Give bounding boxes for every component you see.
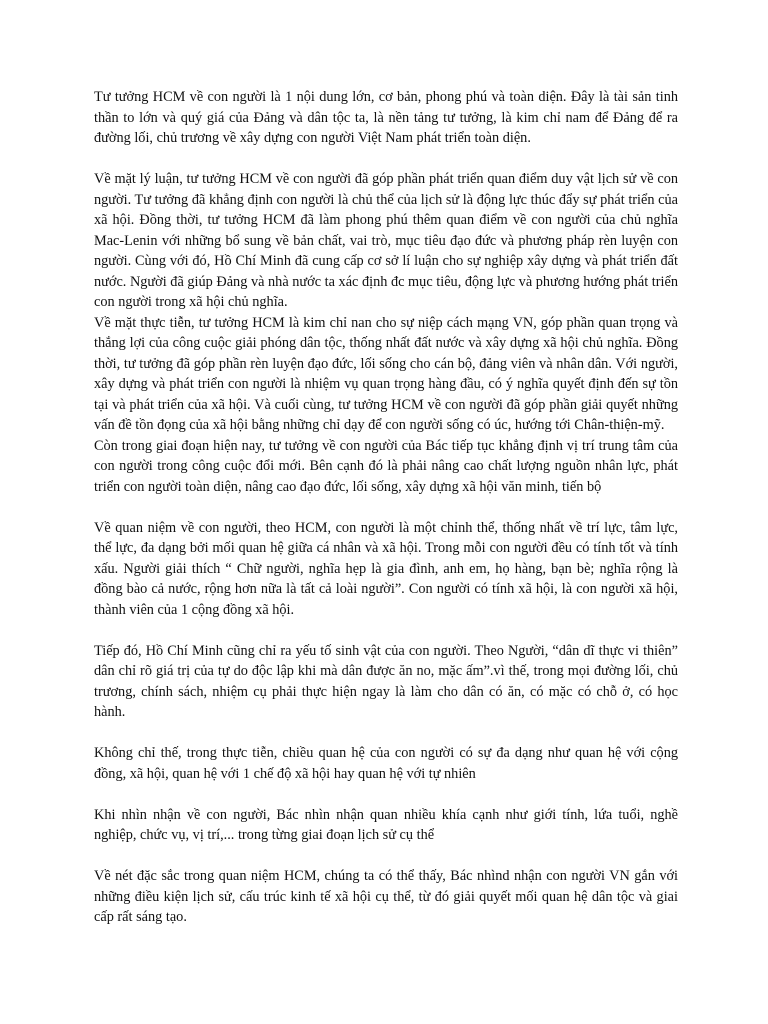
paragraph-aspects: Khi nhìn nhận về con người, Bác nhìn nhận quan nhiều khía cạnh như giới tính, lứa tuổi, nghề nghiệp, chức vụ, vị trí,... trong từng giai đoạn lịch sử cụ thể bbox=[94, 806, 678, 843]
paragraph-distinctive: Về nét đặc sắc trong quan niệm HCM, chúng ta có thể thấy, Bác nhìnd nhận con người VN gắn với những điều kiện lịch sử, cấu trúc kinh tế xã hội cụ thể, từ đó giải quyết mối quan hệ dân tộc và giai cấp rất sáng tạo. bbox=[94, 868, 678, 925]
paragraph-biological: Tiếp đó, Hồ Chí Minh cũng chỉ ra yếu tố sinh vật của con người. Theo Người, “dân dĩ thực vi thiên” dân chỉ rõ giá trị của tự do độc lập khi mà dân được ăn no, mặc ấm”.vì thế, trong mọi đường lối, chủ trương, chính sách, nhiệm cụ phải thực hiện ngay là làm cho dân có ăn, có mặc có chỗ ở, có học hành. bbox=[94, 642, 678, 720]
paragraph-practice: Về mặt thực tiễn, tư tưởng HCM là kim chỉ nan cho sự niệp cách mạng VN, góp phần quan trọng và thắng lợi của công cuộc giải phóng dân tộc, thống nhất đất nước và xây dựng xã hội chủ nghĩa. Đồng thời, tư tưởng đã góp phần rèn luyện đạo đức, lối sống cho cán bộ, đảng viên và nhân dân. Với người, xây dựng và phát triển con người là nhiệm vụ quan trọng hàng đầu, có ý nghĩa quyết định đến sự tồn tại và phát triển của xã hội. Và cuối cùng, tư tưởng HCM về con người đã góp phần giải quyết những vấn đề tồn đọng của xã hội bằng những chỉ dạy để con người sống có úc, hướng tới Chân-thiện-mỹ. bbox=[94, 314, 678, 433]
document-body bbox=[94, 87, 678, 928]
paragraph-intro: Tư tưởng HCM về con người là 1 nội dung lớn, cơ bản, phong phú và toàn diện. Đây là tài sản tinh thần to lớn và quý giá của Đảng và dân tộc ta, là nền tảng tư tưởng, là kim chỉ nam để Đảng để ra đường lối, chủ trương về xây dựng con người Việt Nam phát triển toàn diện. bbox=[94, 89, 678, 146]
paragraph-current-period: Còn trong giai đoạn hiện nay, tư tưởng về con người của Bác tiếp tục khẳng định vị trí trung tâm của con người trong công cuộc đổi mới. Bên cạnh đó là phải nâng cao chất lượng nguồn nhân lực, phát triển con người toàn diện, nâng cao đạo đức, lối sống, xây dựng xã hội văn minh, tiến bộ bbox=[94, 437, 678, 495]
paragraph-theory: Về mặt lý luận, tư tưởng HCM về con người đã góp phần phát triển quan điểm duy vật lịch sử về con người. Tư tưởng đã khẳng định con người là chủ thể của lịch sử là động lực thúc đẩy sự phát triển của xã hội. Đồng thời, tư tưởng HCM đã làm phong phú thêm quan điểm về con người của chủ nghĩa Mac-Lenin với những bổ sung về bản chất, vai trò, mục tiêu đạo đức và phương pháp rèn luyện con người. Cùng với đó, Hồ Chí Minh đã cung cấp cơ sở lí luận cho sự nghiệp xây dựng và phát triển đất nước. Người đã giúp Đảng và nhà nước ta xác định đc mục tiêu, động lực và phương hướng phát triển con người trong xã hội chủ nghĩa. bbox=[94, 171, 678, 310]
paragraph-relations: Không chỉ thế, trong thực tiễn, chiều quan hệ của con người có sự đa dạng như quan hệ với cộng đồng, xã hội, quan hệ với 1 chế độ xã hội hay quan hệ với tự nhiên bbox=[94, 745, 678, 782]
paragraph-concept: Về quan niệm về con người, theo HCM, con người là một chỉnh thể, thống nhất về trí lực, tâm lực, thể lực, đa dạng bởi mối quan hệ giữa cá nhân và xã hội. Trong mỗi con người đều có tính tốt và tính xấu. Người giải thích “ Chữ người, nghĩa hẹp là gia đình, anh em, họ hàng, bạn bè; nghĩa rộng là đồng bào cả nước, rộng hơn nữa là tất cả loài người”. Con người có tính xã hội, là con người xã hội, thành viên của 1 cộng đồng xã hội. bbox=[94, 519, 678, 618]
